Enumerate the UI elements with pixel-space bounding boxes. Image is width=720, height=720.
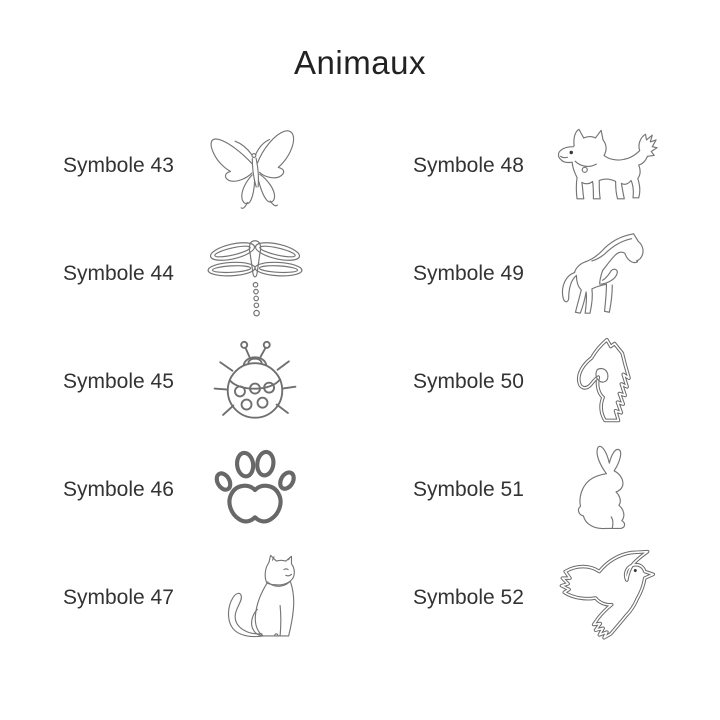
- symbol-label: Symbole 46: [63, 478, 174, 502]
- symbol-label: Symbole 45: [63, 370, 174, 394]
- dog-icon: [550, 114, 660, 218]
- symbol-item-47: [63, 544, 413, 652]
- horse-icon: [550, 222, 660, 326]
- rabbit-icon: [550, 438, 660, 542]
- cat-icon: [200, 546, 310, 650]
- symbol-item-49: [413, 220, 713, 328]
- symbol-label: Symbole 51: [413, 478, 524, 502]
- symbol-item-52: [413, 544, 713, 652]
- symbol-label: Symbole 43: [63, 154, 174, 178]
- symbol-label: Symbole 48: [413, 154, 524, 178]
- dragonfly-icon: [200, 222, 310, 326]
- symbol-item-45: [63, 328, 413, 436]
- symbol-item-48: [413, 112, 713, 220]
- symbol-label: Symbole 47: [63, 586, 174, 610]
- ladybug-icon: [200, 330, 310, 434]
- page-title: Animaux: [294, 44, 426, 81]
- horse-head-icon: [550, 330, 660, 434]
- dove-icon: [550, 546, 660, 650]
- paw-print-icon: [200, 438, 310, 542]
- symbol-item-44: [63, 220, 413, 328]
- symbol-item-50: [413, 328, 713, 436]
- symbol-item-43: [63, 112, 413, 220]
- symbol-label: Symbole 49: [413, 262, 524, 286]
- symbol-item-51: [413, 436, 713, 544]
- symbol-label: Symbole 52: [413, 586, 524, 610]
- butterfly-icon: [200, 114, 310, 218]
- symbol-label: Symbole 44: [63, 262, 174, 286]
- symbol-grid: [63, 112, 720, 652]
- symbol-item-46: [63, 436, 413, 544]
- symbol-label: Symbole 50: [413, 370, 524, 394]
